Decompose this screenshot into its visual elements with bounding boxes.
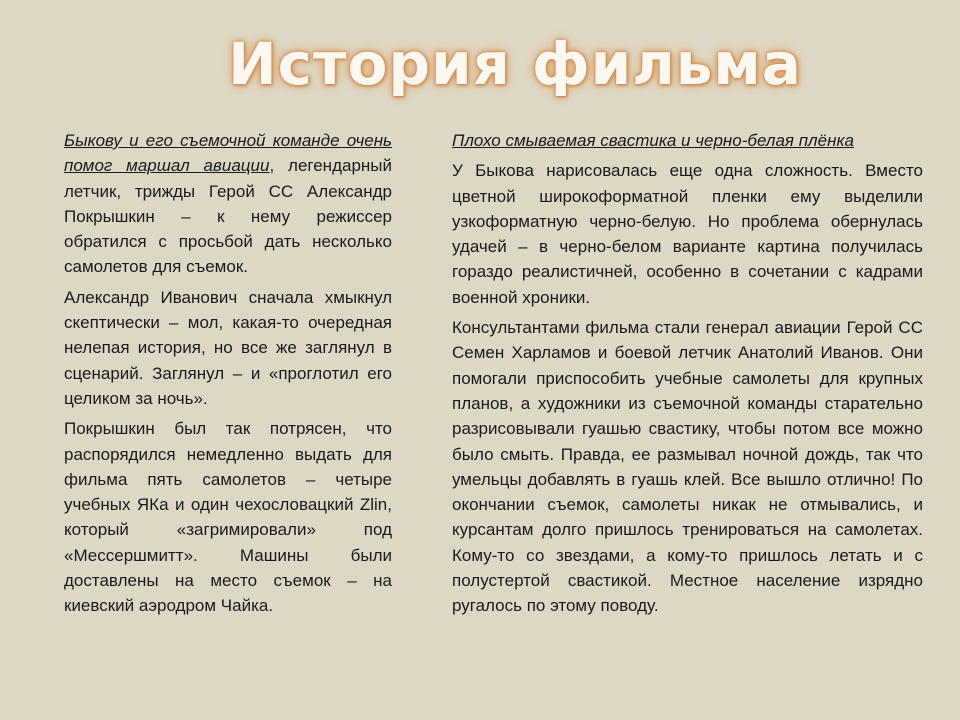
right-paragraph-1: У Быкова нарисовалась еще одна сложность. Вместо цветной широкоформатной пленки ему выделили узкоформатную черно-белую. Но проблема обернулась удачей – в черно-белом варианте картина получилась гораздо реалистичней, особенно в сочетании с кадрами военной хроники. <box>452 161 923 307</box>
left-paragraph-1-rest: , легендарный летчик, трижды Герой СС Александр Покрышкин – к нему режиссер обратился с просьбой дать несколько самолетов для съемок. <box>64 156 392 277</box>
right-text-column <box>452 128 923 624</box>
left-paragraph-3: Покрышкин был так потрясен, что распорядился немедленно выдать для фильма пять самолетов – четыре учебных ЯКа и один чехословацкий Zlin, который «загримировали» под «Мессершмитт». Машины были доставлены на место съемок – на киевский аэродром Чайка. <box>64 419 392 616</box>
right-paragraph-2: Консультантами фильма стали генерал авиации Герой СС Семен Харламов и боевой летчик Анатолий Иванов. Они помогали приспособить учебные самолеты для крупных планов, а художники из съемочной команды старательно разрисовывали гуашью свастику, чтобы потом все можно было смыть. Правда, ее размывал ночной дождь, так что умельцы добавлять в гуашь клей. Все вышло отлично! По окончании съемок, самолеты никак не отмывались, и курсантам долго пришлось тренироваться на самолетах. Кому-то со звездами, а кому-то пришлось летать и с полустертой свастикой. Местное население изрядно ругалось по этому поводу. <box>452 318 923 616</box>
slide-title: История фильма <box>228 30 802 98</box>
left-paragraph-2: Александр Иванович сначала хмыкнул скептически – мол, какая-то очередная нелепая история, но все же заглянул в сценарий. Заглянул – и «проглотил его целиком за ночь». <box>64 287 392 408</box>
left-paragraph-1 <box>64 128 392 280</box>
right-section-heading: Плохо смываемая свастика и черно-белая плёнка <box>452 131 854 150</box>
left-intro-emphasis: Быкову и его съемочной команде очень помог маршал авиации <box>64 131 392 176</box>
left-text-column <box>64 128 392 624</box>
